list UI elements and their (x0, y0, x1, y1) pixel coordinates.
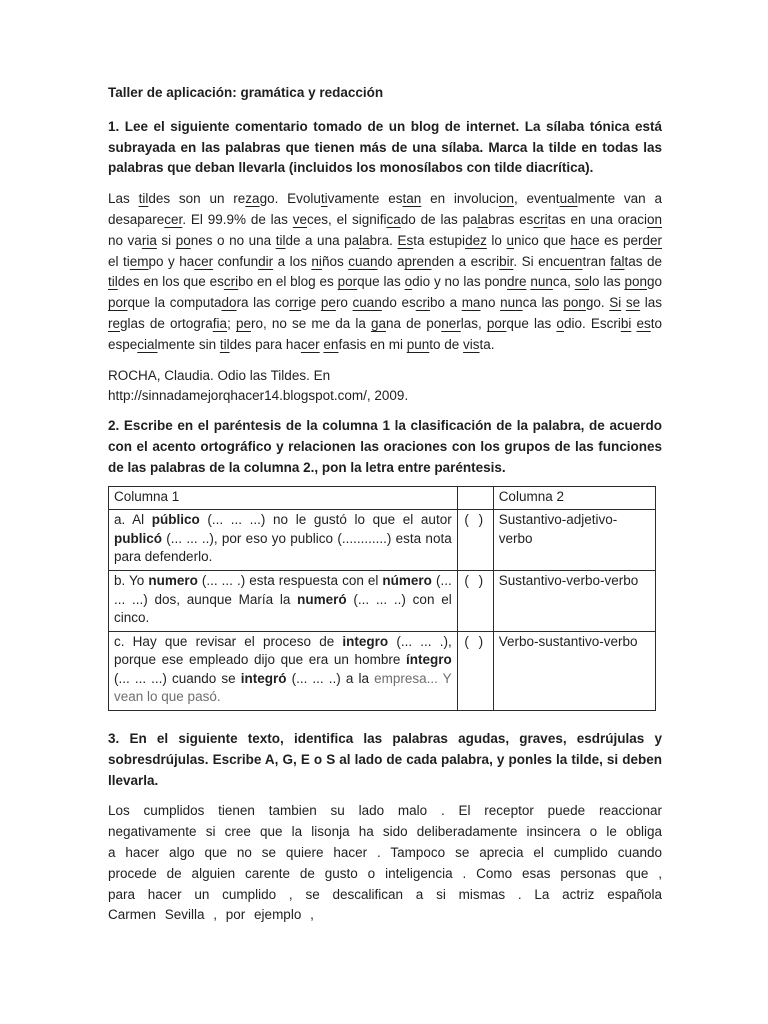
category-cell-c: Verbo-sustantivo-verbo (493, 631, 655, 710)
category-cell-b: Sustantivo-verbo-verbo (493, 570, 655, 631)
exercise1-instruction: 1. Lee el siguiente comentario tomado de un blog de internet. La sílaba tónica está subrayada en las palabras que tienen más de una sílaba. Marca la tilde en todas las palabras que deban llevarla (incluidos los monosílabos con tilde diacrítica). (108, 118, 662, 176)
header-columna-1: Columna 1 (109, 486, 458, 510)
exercise2-instruction: 2. Escribe en el paréntesis de la columna 1 la clasificación de la palabra, de acuerdo con el acento ortográfico y relacionen las oraciones con los grupos de las funciones de las palabras de la columna 2., pon la letra entre paréntesis. (108, 418, 662, 475)
table-row-c (109, 631, 656, 710)
citation-author-line: ROCHA, Claudia. Odio las Tildes. En (108, 367, 331, 383)
sentence-cell-b: b. Yo numero (... ... .) esta respuesta con el número (... ... ...) dos, aunque María la numeró (... ... ..) con el cinco. (109, 570, 458, 631)
document-title: Taller de aplicación: gramática y redacción (108, 85, 384, 100)
table-row-a (109, 510, 656, 571)
exercise3-instruction: 3. En el siguiente texto, identifica las palabras agudas, graves, esdrújulas y sobresdrújulas. Escribe A, G, E o S al lado de cada palabra, y ponles la tilde, si deben llevarla. (108, 731, 662, 788)
blog-comment-paragraph: Las tildes son un rezago. Evolutivamente estan en involucion, eventualmente van a desaparecer. El 99.9% de las veces, el significado de las palabras escritas en una oracion no varia si pones o no una tilde a una palabra. Esta estupidez lo unico que hace es perder el tiempo y hacer confundir a los niños cuando aprenden a escribir. Si encuentran faltas de tildes en los que escribo en el blog es porque las odio y no las pondre nunca, solo las pongo porque la computadora las corrige pero cuando escribo a mano nunca las pongo. Si se las reglas de ortografia; pero, no se me da la gana de ponerlas, porque las odio. Escribi esto especialmente sin tildes para hacer enfasis en mi punto de vista. (108, 191, 662, 352)
table-header-row (109, 486, 656, 510)
exercise3-text: Los cumplidos tienen tambien su lado malo . El receptor puede reaccionar negativamente si cree que la lisonja ha sido deliberadamente insincera o le obliga a hacer algo que no se quiere hacer . Tampoco se aprecia el cumplido cuando procede de alguien carente de gusto o inteligencia . Como esas personas que , para hacer un cumplido , se descalifican a si mismas . La actriz española Carmen Sevilla , por ejemplo , (108, 803, 662, 923)
category-cell-a: Sustantivo-adjetivo-verbo (493, 510, 655, 571)
answer-cell-a: ( ) (457, 510, 493, 571)
answer-cell-b: ( ) (457, 570, 493, 631)
table-row-b (109, 570, 656, 631)
sentence-cell-a: a. Al público (... ... ...) no le gustó lo que el autor publicó (... ... ..), por eso yo publico (............) esta nota para defenderlo. (109, 510, 458, 571)
header-answer-cell (457, 486, 493, 510)
answer-cell-c: ( ) (457, 631, 493, 710)
header-columna-2: Columna 2 (493, 486, 655, 510)
classification-table (108, 486, 656, 712)
citation (108, 366, 662, 408)
citation-url-line: http://sinnadamejorqhacer14.blogspot.com/, 2009. (108, 388, 409, 404)
sentence-cell-c: c. Hay que revisar el proceso de integro (... ... .), porque ese empleado dijo que era un hombre íntegro (... ... ...) cuando se integró (... ... ..) a la empresa... Y vean lo que pasó. (109, 631, 458, 710)
